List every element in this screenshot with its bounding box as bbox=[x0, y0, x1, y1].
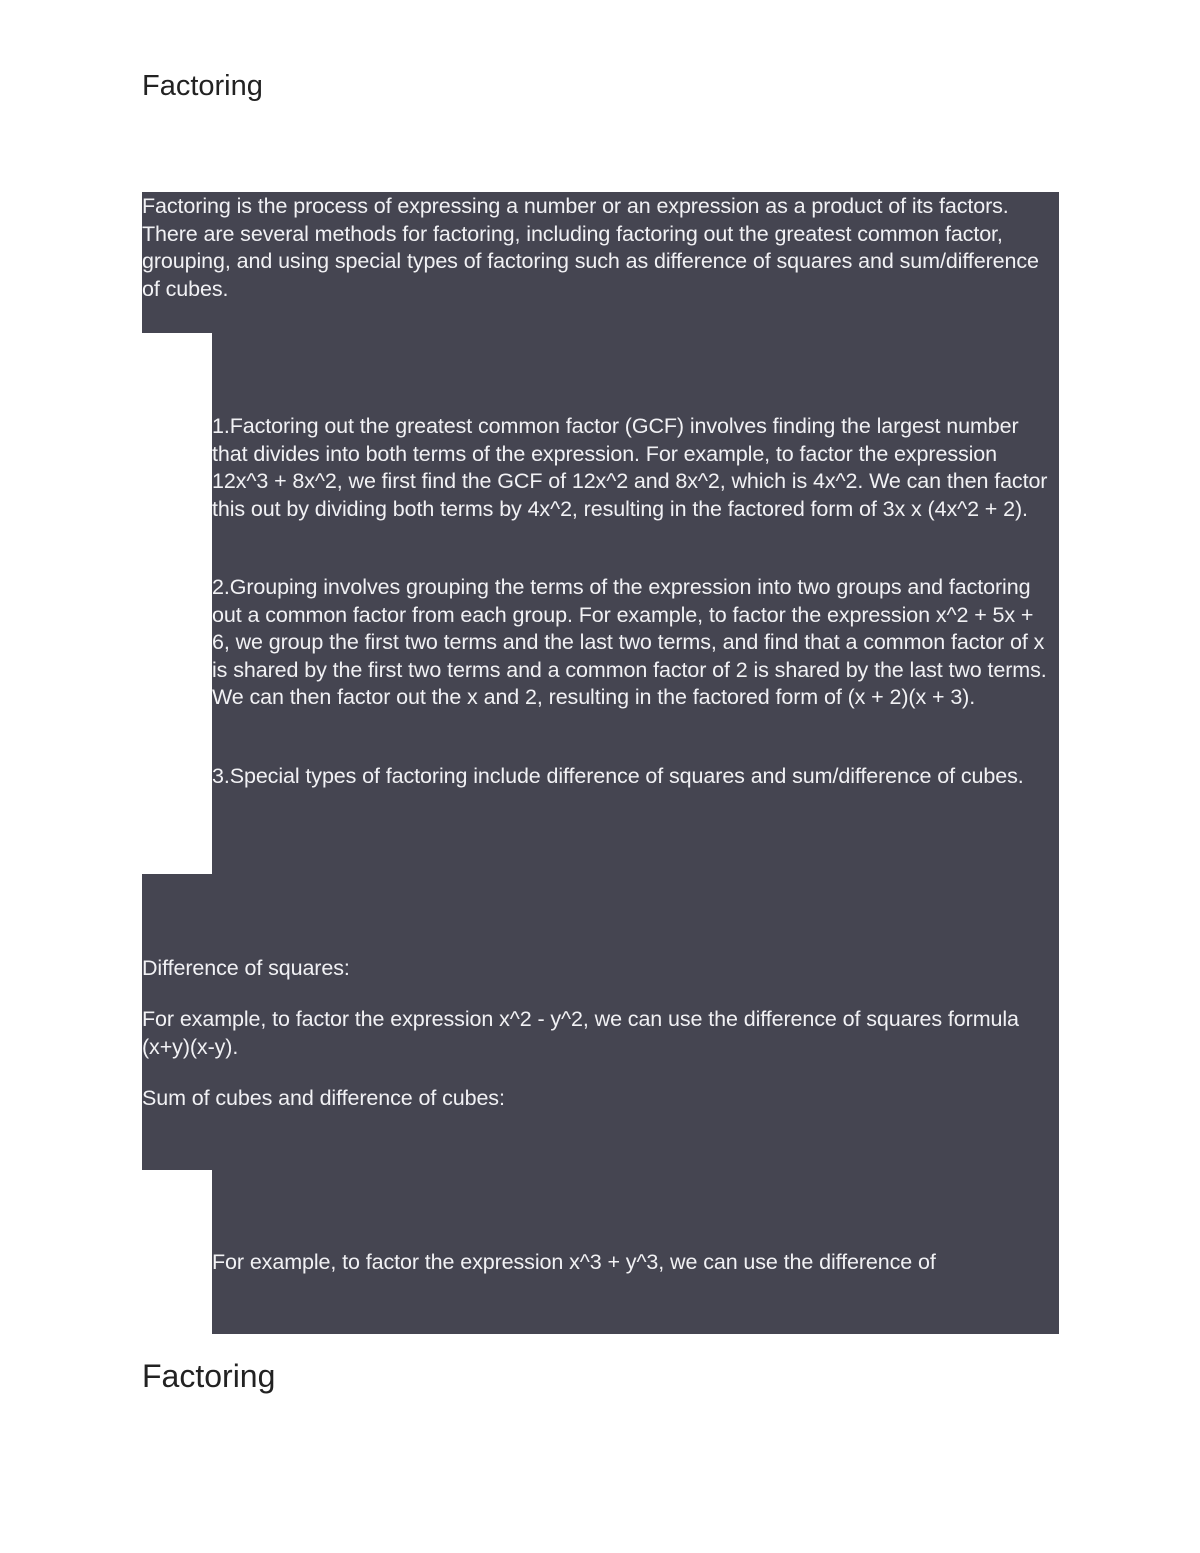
method-special-paragraph: 3.Special types of factoring include difference of squares and sum/difference of cubes. bbox=[212, 764, 1024, 788]
page-title: Factoring bbox=[142, 70, 263, 102]
cubes-heading: Sum of cubes and difference of cubes: bbox=[142, 1086, 505, 1110]
intro-paragraph: Factoring is the process of expressing a number or an expression as a product of its factors. There are several methods for factoring, including factoring out the greatest common factor, grouping, and using special types of factoring such as difference of squares and sum/difference of cubes. bbox=[142, 194, 1039, 301]
method-grouping-paragraph: 2.Grouping involves grouping the terms of the expression into two groups and factoring out a common factor from each group. For example, to factor the expression x^2 + 5x + 6, we group the first two terms and the last two terms, and find that a common factor of x is shared by the first two terms and a common factor of 2 is shared by the last two terms. We can then factor out the x and 2, resulting in the factored form of (x + 2)(x + 3). bbox=[212, 575, 1047, 709]
difference-of-squares-heading: Difference of squares: bbox=[142, 956, 350, 980]
method-gcf-paragraph: 1.Factoring out the greatest common factor (GCF) involves finding the largest number that divides into both terms of the expression. For example, to factor the expression 12x^3 + 8x^2, we first find the GCF of 12x^2 and 8x^2, which is 4x^2. We can then factor this out by dividing both terms by 4x^2, resulting in the factored form of 3x x (4x^2 + 2). bbox=[212, 414, 1048, 521]
cubes-example: For example, to factor the expression x^3 + y^3, we can use the difference of bbox=[212, 1250, 936, 1274]
difference-of-squares-example: For example, to factor the expression x^2 - y^2, we can use the difference of squares formula (x+y)(x-y). bbox=[142, 1007, 1019, 1059]
page-title-repeat: Factoring bbox=[142, 1358, 276, 1394]
